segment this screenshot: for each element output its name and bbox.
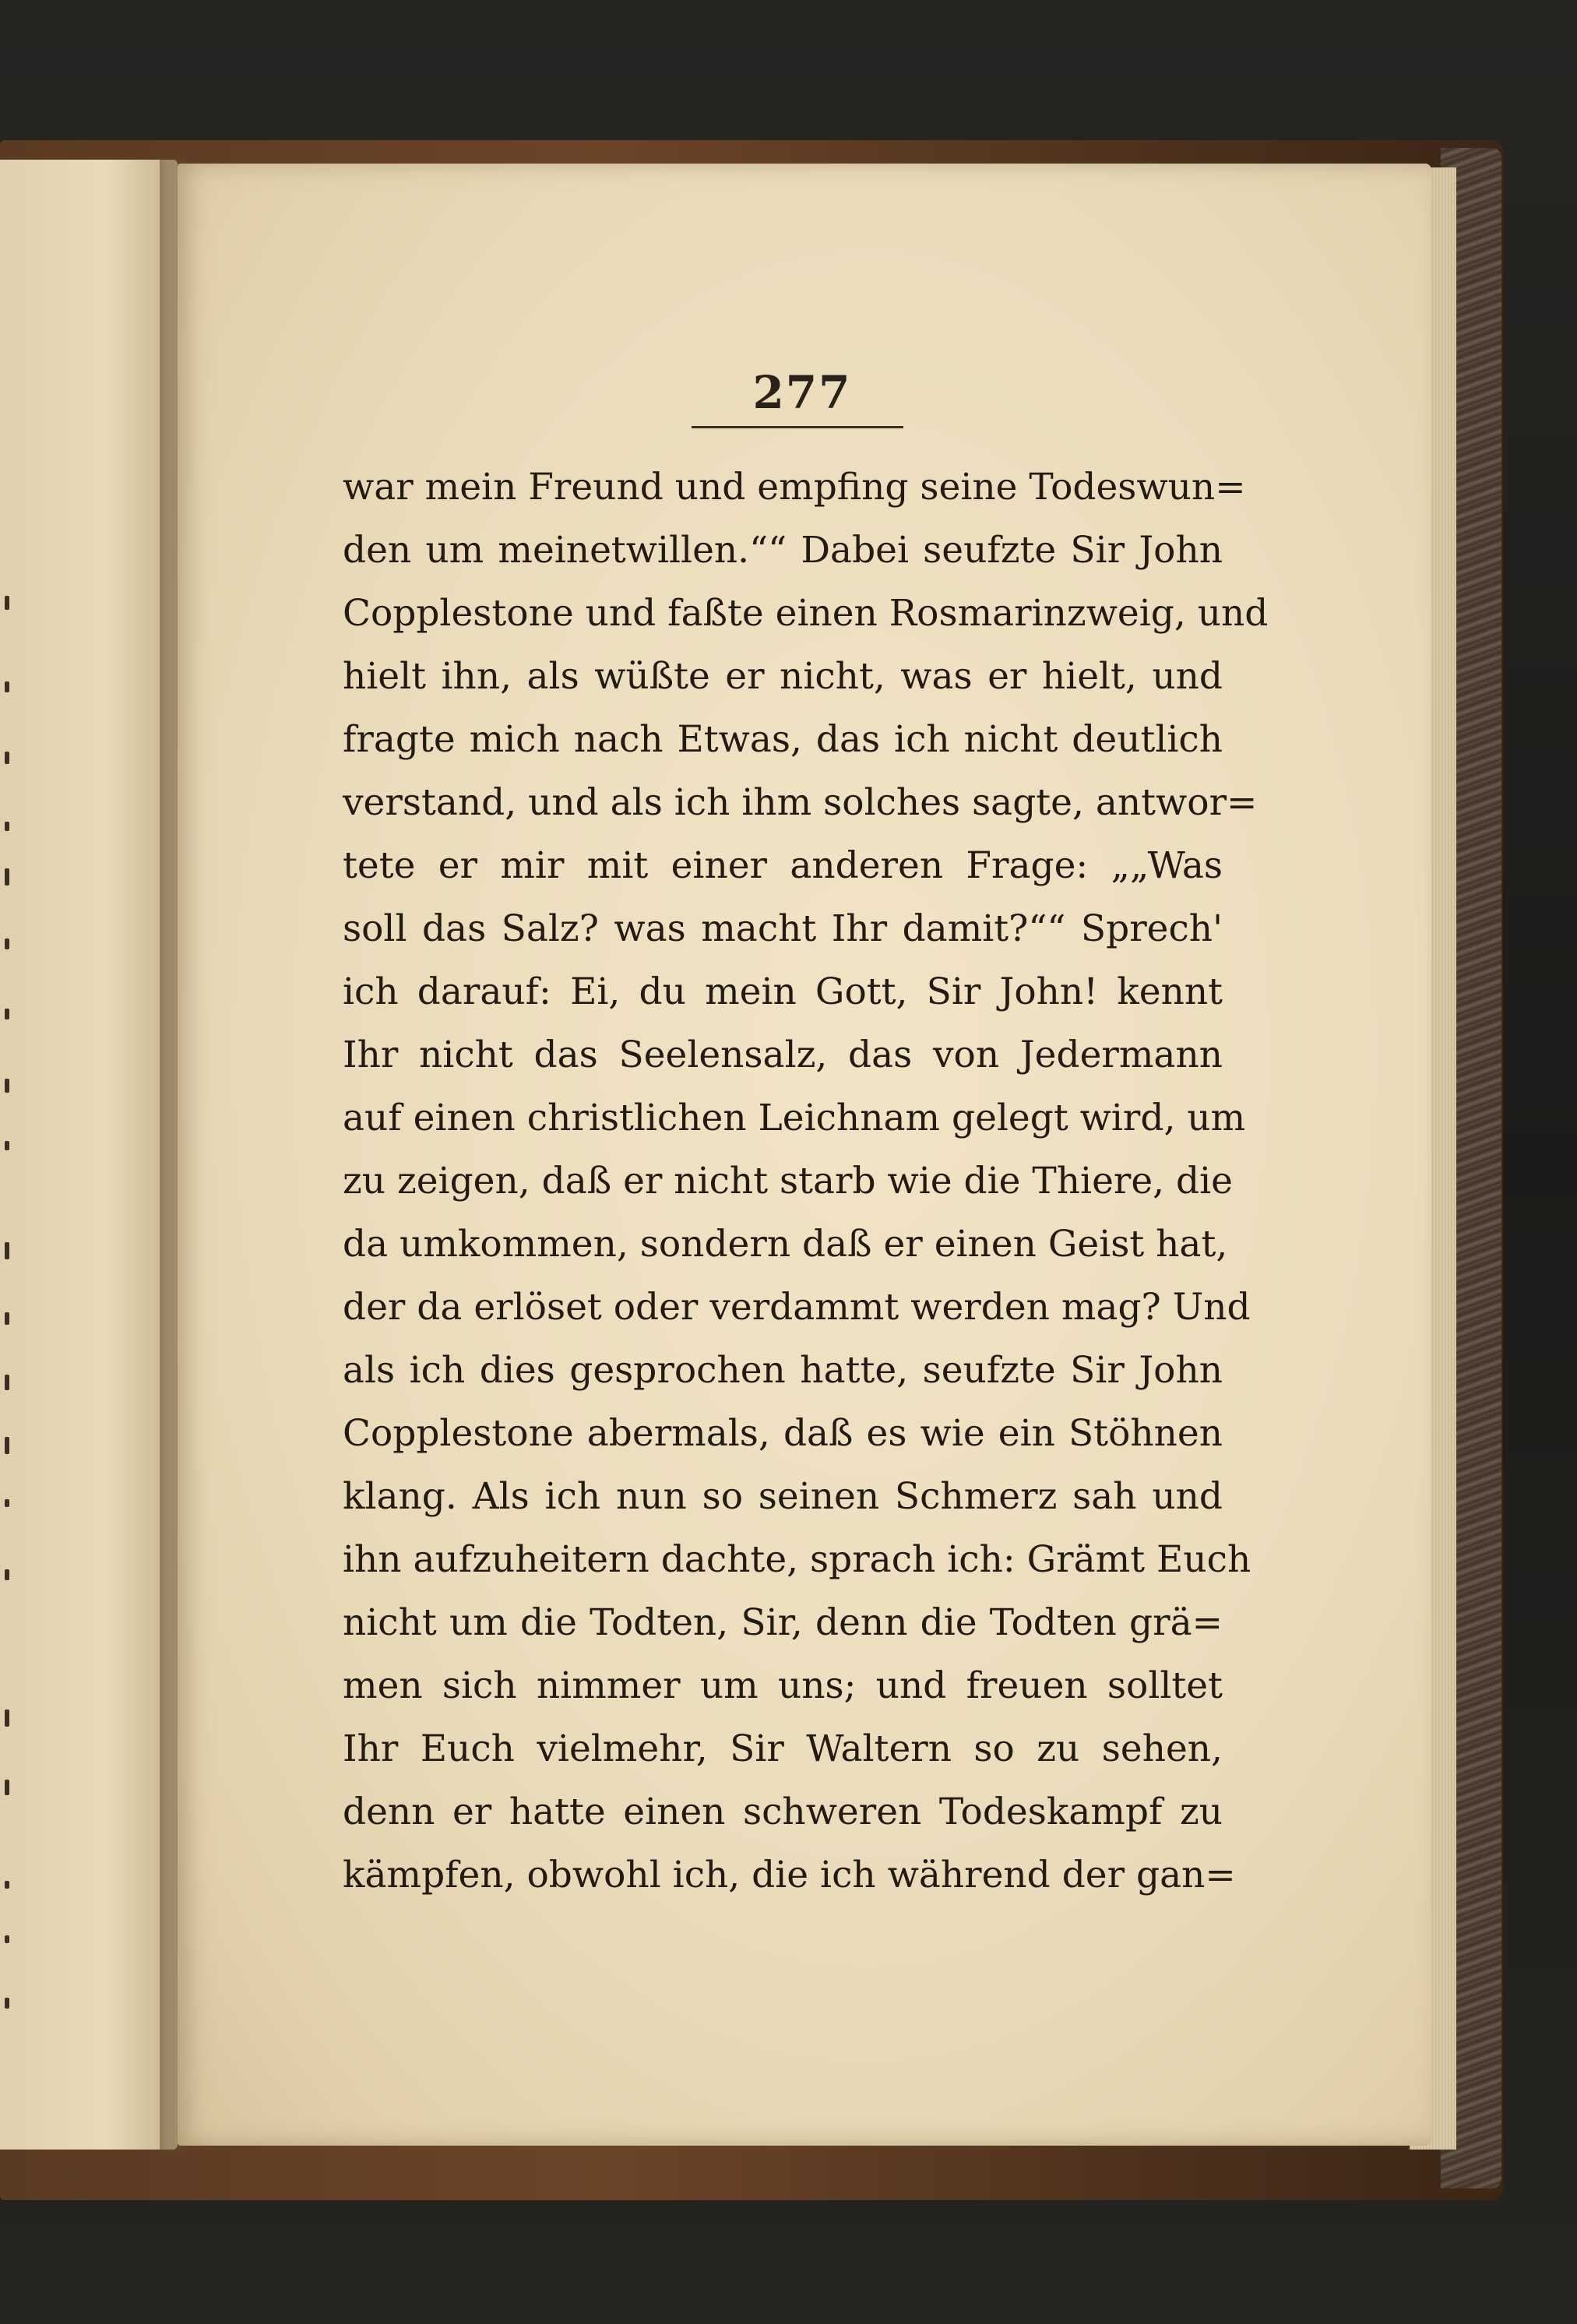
text-line: men sich nimmer um uns; und freuen solltet (343, 1664, 1223, 1707)
text-line: klang. Als ich nun so seinen Schmerz sah und (343, 1475, 1223, 1518)
text-line: fragte mich nach Etwas, das ich nicht deutlich (343, 718, 1223, 761)
text-line: hielt ihn, als wüßte er nicht, was er hielt, und (343, 655, 1223, 698)
page-number: 277 (752, 366, 852, 419)
text-line: Copplestone und faßte einen Rosmarinzweig, und (343, 592, 1269, 635)
text-line: soll das Salz? was macht Ihr damit?““ Sprech' (343, 907, 1223, 950)
text-line: ich darauf: Ei, du mein Gott, Sir John! kennt (343, 970, 1223, 1013)
left-page-text-fragments (5, 596, 22, 2076)
text-line: Copplestone abermals, daß es wie ein Stöhnen (343, 1412, 1223, 1455)
text-line: Ihr nicht das Seelensalz, das von Jedermann (343, 1033, 1223, 1076)
text-line: auf einen christlichen Leichnam gelegt wird, um (343, 1097, 1246, 1139)
body-text (343, 456, 1269, 1907)
text-line: nicht um die Todten, Sir, denn die Todten grä= (343, 1601, 1223, 1644)
text-line: tete er mir mit einer anderen Frage: „„Was (343, 844, 1223, 887)
text-line: verstand, und als ich ihm solches sagte, antwor= (343, 781, 1258, 824)
text-line: den um meinetwillen.““ Dabei seufzte Sir John (343, 529, 1223, 572)
text-line: als ich dies gesprochen hatte, seufzte Sir John (343, 1349, 1223, 1392)
text-line: kämpfen, obwohl ich, die ich während der gan= (343, 1854, 1236, 1896)
text-line: Ihr Euch vielmehr, Sir Waltern so zu sehen, (343, 1727, 1223, 1770)
text-line: der da erlöset oder verdammt werden mag? Und (343, 1286, 1251, 1329)
header-rule (692, 426, 903, 428)
text-line: ihn aufzuheitern dachte, sprach ich: Grämt Euch (343, 1538, 1251, 1581)
text-line: da umkommen, sondern daß er einen Geist hat, (343, 1223, 1228, 1266)
text-line: zu zeigen, daß er nicht starb wie die Thiere, die (343, 1160, 1233, 1202)
left-page (0, 160, 178, 2150)
text-line: war mein Freund und empfing seine Todeswun= (343, 466, 1246, 509)
text-line: denn er hatte einen schweren Todeskampf zu (343, 1791, 1223, 1833)
